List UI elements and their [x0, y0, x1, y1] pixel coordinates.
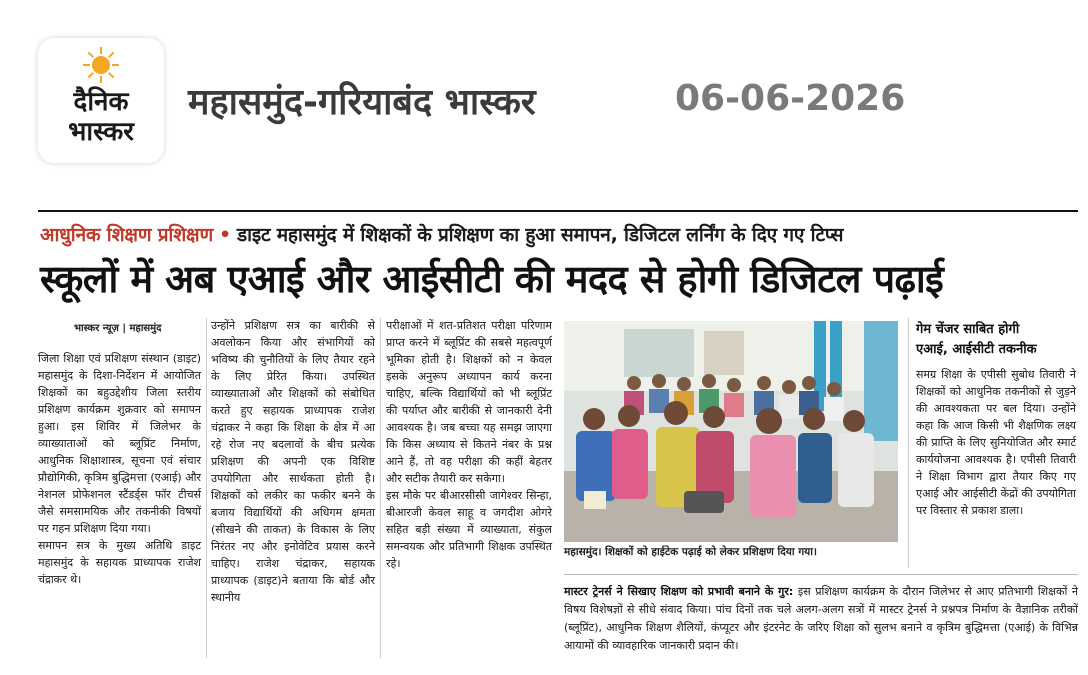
- logo-text-line1: दैनिक: [73, 87, 129, 117]
- bottom-lead: मास्टर ट्रेनर्स ने सिखाए शिक्षण को प्रभावी बनाने के गुर:: [564, 585, 794, 598]
- article-column-1: [38, 350, 201, 588]
- sidebar-heading-line: एआई, आईसीटी तकनीक: [916, 342, 1037, 357]
- sun-icon: [82, 46, 120, 84]
- column-divider: [380, 318, 381, 658]
- kicker-bullet: •: [219, 224, 231, 246]
- training-photo: [564, 321, 898, 542]
- kicker-label: आधुनिक शिक्षण प्रशिक्षण: [40, 224, 214, 246]
- training-photo-image: [564, 321, 898, 542]
- column-divider: [206, 318, 207, 658]
- newspaper-logo: [38, 38, 164, 163]
- edition-title: महासमुंद-गरियाबंद भास्कर: [188, 82, 536, 123]
- bottom-divider: [564, 574, 1078, 575]
- headline: स्कूलों में अब एआई और आईसीटी की मदद से होगी डिजिटल पढ़ाई: [40, 257, 944, 301]
- article-paragraph: उन्होंने प्रशिक्षण सत्र का बारीकी से अवलोकन किया और संभागियों को भविष्य की चुनौतियों के लिए तैयार रहने के लिए प्रेरित किया। उपस्थित व्याख्याताओं और शिक्षकों को संबोधित करते हुए सहायक प्राध्यापक राजेश चंद्राकर ने कहा कि शिक्षा के क्षेत्र में आ रहे रोज नए बदलावों के बीच प्रत्येक प्रशिक्षण की अपनी एक विशिष्ट उपयोगिता और सार्थकता होती है। शिक्षकों को लकीर का फकीर बनने के बजाय विद्यार्थियों की अधिगम क्षमता (सीखने की ताकत) के विकास के लिए निरंतर नए और इनोवेटिव प्रयास करने चाहिए। राजेश चंद्राकर, सहायक प्राध्यापक (डाइट)ने बताया कि बोर्ड और स्थानीय: [211, 319, 375, 604]
- sidebar-heading: [916, 320, 1076, 360]
- article-paragraph: इस मौके पर बीआरसीसी जागेश्वर सिन्हा, बीआरजी केवल साहू व जगदीश ओगरे सहित बड़ी संख्या में व्याख्याता, संकुल समन्वयक और प्रतिभागी शिक्षक उपस्थित रहे।: [386, 489, 552, 570]
- logo-text-line2: भास्कर: [68, 117, 134, 147]
- header-divider: [38, 210, 1078, 212]
- sidebar-divider: [908, 318, 909, 568]
- sidebar-heading-line: गेम चेंजर साबित होगी: [916, 322, 1020, 337]
- photo-caption: महासमुंद। शिक्षकों को हाईटेक पढ़ाई को लेकर प्रशिक्षण दिया गया।: [564, 546, 817, 558]
- article-paragraph: जिला शिक्षा एवं प्रशिक्षण संस्थान (डाइट) महासमुंद के दिशा-निर्देशन में आयोजित शिक्षकों का बहुउद्देशीय जिला स्तरीय प्रशिक्षण कार्यक्रम शुक्रवार को समापन हुआ। इस शिविर में जिलेभर के व्याख्याताओं को ब्लूप्रिंट निर्माण, आधुनिक शिक्षाशास्त्र, सूचना एवं संचार प्रौद्योगिकी, कृत्रिम बुद्धिमत्ता (एआई) और नेशनल प्रोफेशनल स्टैंडर्ड्स फॉर टीचर्स जैसे समसामयिक और तकनीकी विषयों पर गहन प्रशिक्षण दिया गया।: [38, 352, 201, 535]
- kicker-subhead: डाइट महासमुंद में शिक्षकों के प्रशिक्षण का हुआ समापन, डिजिटल लर्निंग के दिए गए टिप्स: [236, 224, 844, 246]
- article-column-2: [211, 317, 375, 606]
- article-paragraph: परीक्षाओं में शत-प्रतिशत परीक्षा परिणाम प्राप्त करने में ब्लूप्रिंट की सबसे महत्वपूर्ण भूमिका होती है। शिक्षकों को न केवल इसके अनुरूप अध्यापन कार्य करना चाहिए, बल्कि विद्यार्थियों को भी ब्लूप्रिंट की पर्याप्त और बारीकी से जानकारी देनी आवश्यक है। जब बच्चा यह समझ जाएगा कि किस अध्याय से कितने नंबर के प्रश्न आने हैं, तो वह परीक्षा की कहीं बेहतर और सटीक तैयारी कर सकेगा।: [386, 319, 552, 485]
- bottom-paragraph: [564, 583, 1078, 655]
- article-column-3: [386, 317, 552, 572]
- byline: भास्कर न्यूज़ | महासमुंद: [74, 323, 162, 334]
- sidebar-body: समग्र शिक्षा के एपीसी सुबोध तिवारी ने शिक्षकों को आधुनिक तकनीकों से जुड़ने की आवश्यकता पर बल दिया। उन्होंने कहा कि आज किसी भी शैक्षणिक लक्ष्य की प्राप्ति के लिए सुनियोजित और स्मार्ट कार्ययोजना आवश्यक है। एपीसी तिवारी ने शिक्षा विभाग द्वारा तैयार किए गए एआई और आईसीटी केंद्रों की उपयोगिता पर विस्तार से प्रकाश डाला।: [916, 368, 1076, 517]
- kicker: [40, 221, 1080, 247]
- bottom-body: इस प्रशिक्षण कार्यक्रम के दौरान जिलेभर से आए प्रतिभागी शिक्षकों ने विषय विशेषज्ञों से सीधे संवाद किया। पांच दिनों तक चले अलग-अलग सत्रों में मास्टर ट्रेनर्स ने प्रश्नपत्र निर्माण के वैज्ञानिक तरीकों (ब्लूप्रिंट), आधुनिक शिक्षण शैलियों, कंप्यूटर और इंटरनेट के जरिए शिक्षा को सुलभ बनाने व कृत्रिम बुद्धिमत्ता (एआई) के विभिन्न आयामों की व्यावहारिक जानकारी प्रदान की।: [564, 585, 1078, 652]
- article-paragraph: समापन सत्र के मुख्य अतिथि डाइट महासमुंद के सहायक प्राध्यापक राजेश चंद्राकर थे।: [38, 539, 201, 586]
- publication-date: 06-06-2026: [675, 78, 906, 119]
